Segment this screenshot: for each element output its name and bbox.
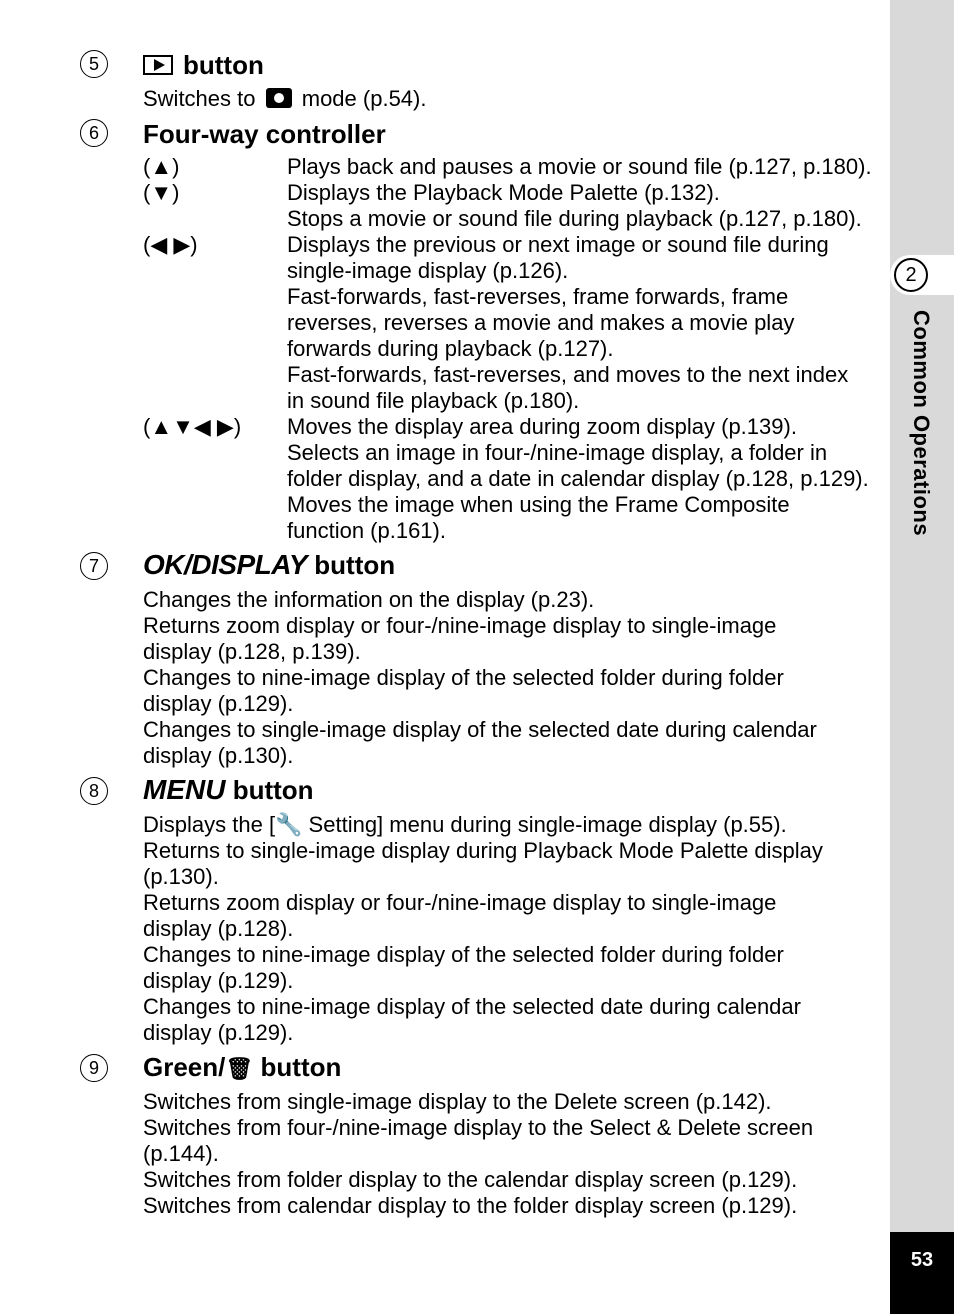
item-number-5: 5 [80, 50, 108, 78]
controller-desc-line: Fast-forwards, fast-reverses, frame forwards, frame [287, 284, 789, 309]
desc-line: display (p.130). [143, 743, 294, 768]
item-number-6: 6 [80, 119, 108, 147]
chapter-sidebar [890, 0, 954, 1314]
controller-desc-line: in sound file playback (p.180). [287, 388, 580, 413]
desc-line: Displays the [🔧 Setting] menu during single-image display (p.55). [143, 812, 787, 837]
playback-button-heading [143, 50, 264, 81]
playback-button-desc [143, 86, 883, 112]
desc-line: Changes to nine-image display of the selected folder during folder [143, 665, 784, 690]
desc-line: Returns zoom display or four-/nine-image display to single-image [143, 613, 777, 638]
heading-suffix: button [232, 775, 314, 805]
ok-display-button-heading [143, 549, 395, 581]
four-way-controller-heading: Four-way controller [143, 119, 386, 149]
desc-line: Changes to nine-image display of the selected folder during folder [143, 942, 784, 967]
green-delete-button-heading [143, 1052, 341, 1083]
desc-line: Returns to single-image display during Playback Mode Palette display [143, 838, 823, 863]
chapter-label: Common Operations [909, 310, 934, 537]
playback-icon [143, 55, 173, 75]
desc-line: display (p.129). [143, 691, 294, 716]
chapter-number: 2 [894, 258, 928, 292]
menu-key: MENU [143, 774, 226, 805]
desc-line: Changes the information on the display (p.23). [143, 587, 595, 612]
desc-line: Switches from four-/nine-image display to the Select & Delete screen [143, 1115, 814, 1140]
menu-button-desc [143, 812, 883, 1046]
heading-text: button [183, 50, 264, 80]
chapter-tab [890, 255, 954, 295]
desc-line: display (p.128). [143, 916, 294, 941]
camera-icon [266, 88, 292, 108]
controller-key-3: (▲▼◀ ▶) [143, 414, 242, 439]
heading-suffix: button [260, 1052, 342, 1082]
controller-desc-line: Fast-forwards, fast-reverses, and moves to the next index [287, 362, 849, 387]
desc-line: (p.144). [143, 1141, 219, 1166]
item-number-7: 7 [80, 552, 108, 580]
ok-display-desc [143, 587, 883, 769]
desc-line: Switches from single-image display to the Delete screen (p.142). [143, 1089, 772, 1114]
heading-prefix: Green/ [143, 1052, 226, 1082]
desc-suffix: mode (p.54). [301, 86, 427, 111]
controller-desc-line: folder display, and a date in calendar display (p.128, p.129). [287, 466, 869, 491]
controller-key-0: (▲) [143, 154, 180, 179]
controller-desc-line: function (p.161). [287, 518, 446, 543]
controller-desc-line: Selects an image in four-/nine-image display, a folder in [287, 440, 828, 465]
controller-desc-line: single-image display (p.126). [287, 258, 569, 283]
controller-desc-line: forwards during playback (p.127). [287, 336, 614, 361]
ok-display-key: OK/DISPLAY [143, 549, 308, 580]
heading-suffix: button [314, 550, 396, 580]
controller-key-2: (◀ ▶) [143, 232, 198, 257]
desc-line: display (p.129). [143, 968, 294, 993]
trash-icon: 🗑 [225, 1056, 254, 1081]
desc-prefix: Switches to [143, 86, 256, 111]
desc-line: Switches from folder display to the calendar display screen (p.129). [143, 1167, 798, 1192]
desc-line: display (p.129). [143, 1020, 294, 1045]
desc-line: Switches from calendar display to the folder display screen (p.129). [143, 1193, 798, 1218]
item-number-8: 8 [80, 777, 108, 805]
desc-line: Changes to nine-image display of the selected date during calendar [143, 994, 801, 1019]
menu-button-heading [143, 774, 314, 806]
item-number-9: 9 [80, 1054, 108, 1082]
controller-desc-line: Stops a movie or sound file during playback (p.127, p.180). [287, 206, 862, 231]
controller-desc-line: reverses, reverses a movie and makes a movie play [287, 310, 795, 335]
desc-line: Returns zoom display or four-/nine-image display to single-image [143, 890, 777, 915]
desc-line: (p.130). [143, 864, 219, 889]
controller-desc-line: Plays back and pauses a movie or sound file (p.127, p.180). [287, 154, 872, 179]
controller-key-1: (▼) [143, 180, 180, 205]
controller-desc-line: Displays the Playback Mode Palette (p.132). [287, 180, 720, 205]
controller-desc-line: Moves the display area during zoom display (p.139). [287, 414, 797, 439]
controller-desc-line: Displays the previous or next image or sound file during [287, 232, 829, 257]
page-number: 53 [890, 1232, 954, 1314]
desc-line: Changes to single-image display of the selected date during calendar [143, 717, 817, 742]
desc-line: display (p.128, p.139). [143, 639, 361, 664]
controller-desc-line: Moves the image when using the Frame Composite [287, 492, 790, 517]
green-delete-button-desc [143, 1089, 883, 1219]
